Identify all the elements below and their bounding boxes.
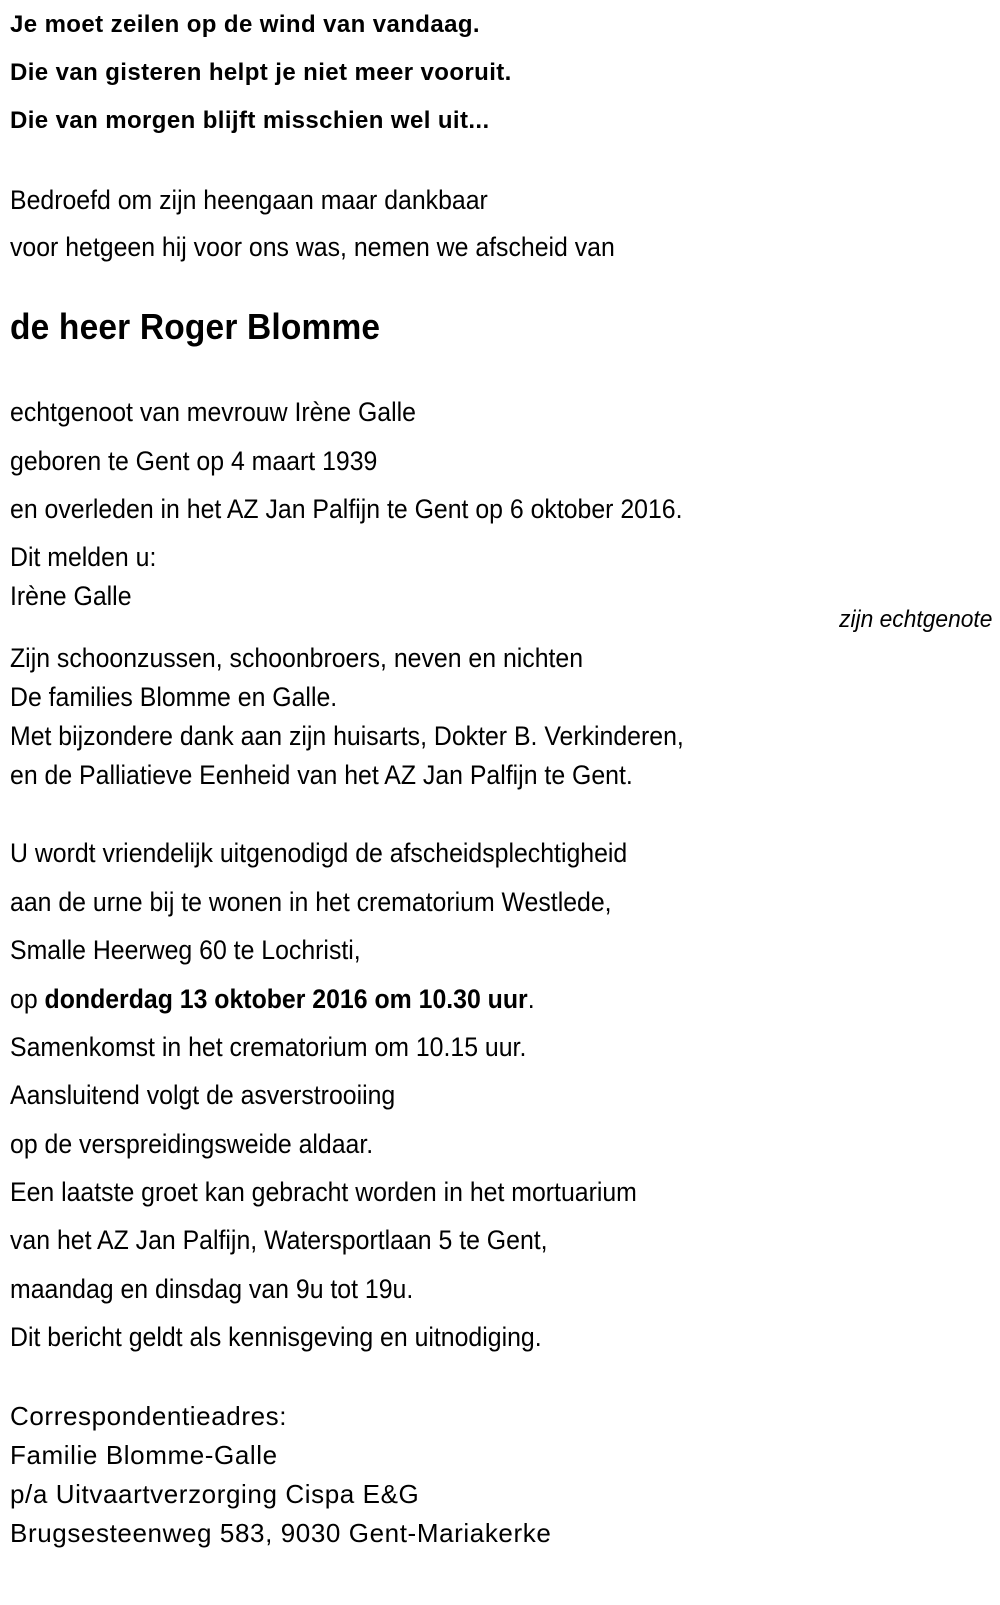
correspondence-heading: Correspondentieadres: — [10, 1401, 288, 1431]
ceremony-line: op de verspreidingsweide aldaar. — [10, 1129, 374, 1159]
correspondence-line: Familie Blomme-Galle — [10, 1440, 278, 1470]
spouse-name: Irène Galle — [10, 581, 132, 611]
correspondence-line: Brugsesteenweg 583, 9030 Gent-Mariakerke — [10, 1518, 552, 1548]
ceremony-line: aan de urne bij te wonen in het crematorium Westlede, — [10, 887, 612, 917]
death-line: en overleden in het AZ Jan Palfijn te Gent op 6 oktober 2016. — [10, 494, 683, 524]
birth-line: geboren te Gent op 4 maart 1939 — [10, 446, 378, 476]
deceased-name: de heer Roger Blomme — [10, 306, 381, 347]
announcer-line: Zijn schoonzussen, schoonbroers, neven en nichten — [10, 643, 584, 673]
ceremony-line: Dit bericht geldt als kennisgeving en uitnodiging. — [10, 1322, 542, 1352]
ceremony-line: Een laatste groet kan gebracht worden in het mortuarium — [10, 1177, 637, 1207]
ceremony-date: donderdag 13 oktober 2016 om 10.30 uur — [44, 984, 528, 1014]
ceremony-line: Smalle Heerweg 60 te Lochristi, — [10, 935, 361, 965]
spouse-line: echtgenoot van mevrouw Irène Galle — [10, 397, 416, 427]
motto-line: Je moet zeilen op de wind van vandaag. — [10, 11, 480, 38]
ceremony-line: maandag en dinsdag van 9u tot 19u. — [10, 1274, 414, 1304]
announcer-line: De families Blomme en Galle. — [10, 682, 338, 712]
correspondence-line: p/a Uitvaartverzorging Cispa E&G — [10, 1479, 420, 1509]
motto-line: Die van morgen blijft misschien wel uit... — [10, 107, 490, 134]
ceremony-line: Samenkomst in het crematorium om 10.15 uur. — [10, 1032, 527, 1062]
motto-line: Die van gisteren helpt je niet meer vooruit. — [10, 59, 512, 86]
ceremony-line: van het AZ Jan Palfijn, Watersportlaan 5 te Gent, — [10, 1225, 548, 1255]
ceremony-line: U wordt vriendelijk uitgenodigd de afscheidsplechtigheid — [10, 838, 628, 868]
ceremony-date-line — [10, 983, 535, 1015]
spouse-relation: zijn echtgenote — [838, 606, 992, 633]
date-prefix: op — [10, 984, 45, 1014]
announcer-line: Met bijzondere dank aan zijn huisarts, Dokter B. Verkinderen, — [10, 721, 684, 751]
announcer-line: en de Palliatieve Eenheid van het AZ Jan Palfijn te Gent. — [10, 760, 633, 790]
intro-line: voor hetgeen hij voor ons was, nemen we afscheid van — [10, 232, 615, 262]
announcers-heading: Dit melden u: — [10, 542, 157, 572]
intro-line: Bedroefd om zijn heengaan maar dankbaar — [10, 185, 488, 215]
date-suffix: . — [527, 984, 535, 1014]
ceremony-line: Aansluitend volgt de asverstrooiing — [10, 1080, 396, 1110]
